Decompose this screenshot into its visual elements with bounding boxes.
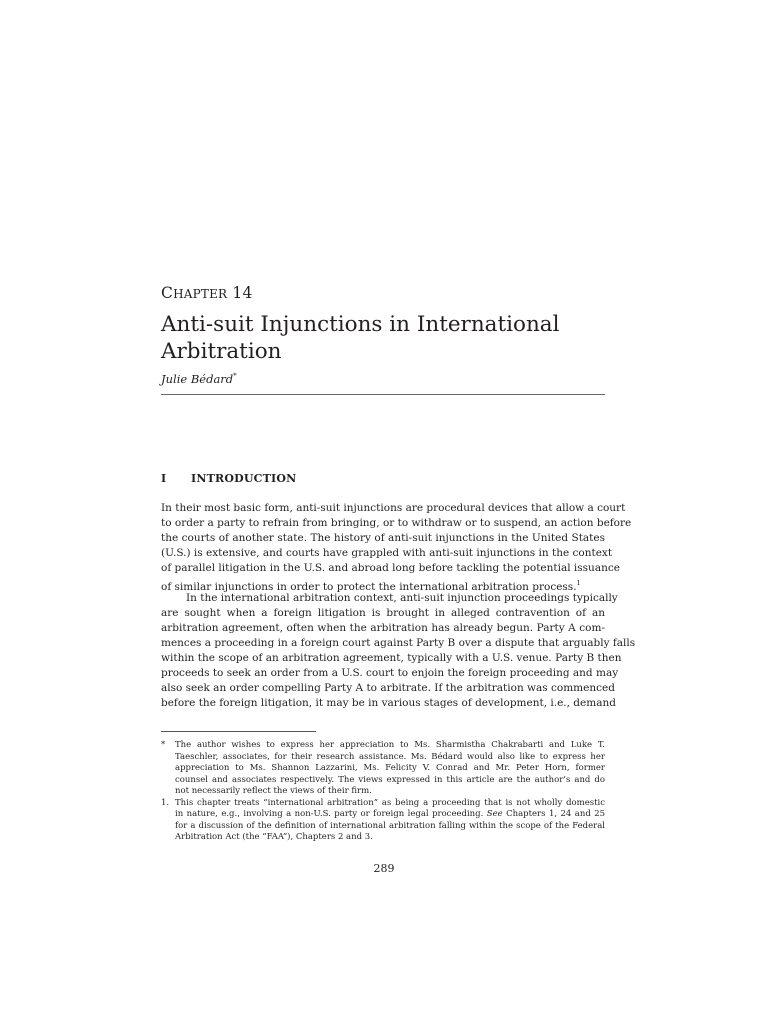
footnote-line: Taeschler, associates, for their research assistance. Ms. Bédard would also like to express her	[175, 751, 605, 762]
author-byline	[161, 372, 237, 386]
footnote-see: See	[486, 809, 503, 819]
body-line: before the foreign litigation, it may be in various stages of development, i.e., demand	[161, 697, 616, 709]
body-line: to order a party to refrain from bringing, or to withdraw or to suspend, an action before	[161, 517, 632, 529]
body-line: In the international arbitration context, anti-suit injunction proceedings typically	[186, 592, 618, 604]
page-number: 289	[373, 862, 395, 875]
body-line: also seek an order compelling Party A to arbitrate. If the arbitration was commenced	[161, 682, 615, 694]
footnote-line: The author wishes to express her appreciation to Ms. Sharmistha Chakrabarti and Luke T.	[175, 740, 605, 750]
body-line: In their most basic form, anti-suit injunctions are procedural devices that allow a court	[161, 502, 626, 514]
body-line: within the scope of an arbitration agreement, typically with a U.S. venue. Party B then	[161, 652, 622, 664]
body-line: (U.S.) is extensive, and courts have grappled with anti-suit injunctions in the context	[161, 547, 613, 559]
chapter-label	[161, 284, 253, 302]
footnote-1-marker: 1.	[161, 797, 170, 808]
footnote-line	[175, 809, 605, 821]
body-line: are sought when a foreign litigation is brought in alleged contravention of an	[161, 607, 605, 619]
footnote-line: Arbitration Act (the “FAA”), Chapters 2 and 3.	[175, 832, 373, 842]
chapter-number: 14	[232, 284, 253, 302]
section-number: I	[161, 472, 167, 485]
body-line: mences a proceeding in a foreign court against Party B over a dispute that arguably falls	[161, 637, 636, 649]
body-line: proceeds to seek an order from a U.S. court to enjoin the foreign proceeding and may	[161, 667, 619, 679]
body-line: the courts of another state. The history of anti-suit injunctions in the United States	[161, 532, 605, 544]
chapter-label-initial: C	[161, 284, 174, 302]
chapter-label-smallcaps: HAPTER	[173, 287, 228, 301]
chapter-title	[161, 311, 611, 365]
footnote-text: in nature, e.g., involving a non-U.S. party or foreign legal proceeding.	[175, 809, 484, 819]
body-line: of parallel litigation in the U.S. and abroad long before tackling the potential issuance	[161, 562, 620, 574]
title-divider	[161, 394, 605, 395]
footnote-line: not necessarily reflect the views of their firm.	[175, 786, 372, 796]
chapter-title-line-1: Anti-suit Injunctions in International	[161, 312, 560, 337]
author-note-marker: *	[233, 372, 237, 380]
body-line-text: of similar injunctions in order to protect the international arbitration process.	[161, 581, 577, 593]
footnote-line: counsel and associates respectively. The views expressed in this article are the author’s and do	[175, 774, 605, 785]
footnote-line: for a discussion of the definition of international arbitration falling within the scope of the Federal	[175, 820, 605, 831]
footnote-ref-1: 1	[576, 579, 581, 587]
author-name: Julie Bédard	[161, 372, 234, 386]
section-heading	[161, 472, 296, 485]
chapter-title-line-2: Arbitration	[161, 339, 282, 364]
body-line: arbitration agreement, often when the arbitration has already begun. Party A com-	[161, 622, 605, 634]
footnote-star-marker: *	[161, 740, 166, 750]
footnote-text: Chapters 1, 24 and 25	[506, 809, 606, 819]
footnote-line: appreciation to Ms. Shannon Lazzarini, Ms. Felicity V. Conrad and Mr. Peter Horn, former	[175, 763, 605, 773]
footnote-line: This chapter treats “international arbitration” as being a proceeding that is not wholly domestic	[175, 797, 605, 808]
section-title: INTRODUCTION	[191, 472, 297, 485]
footnote-divider	[161, 731, 316, 732]
